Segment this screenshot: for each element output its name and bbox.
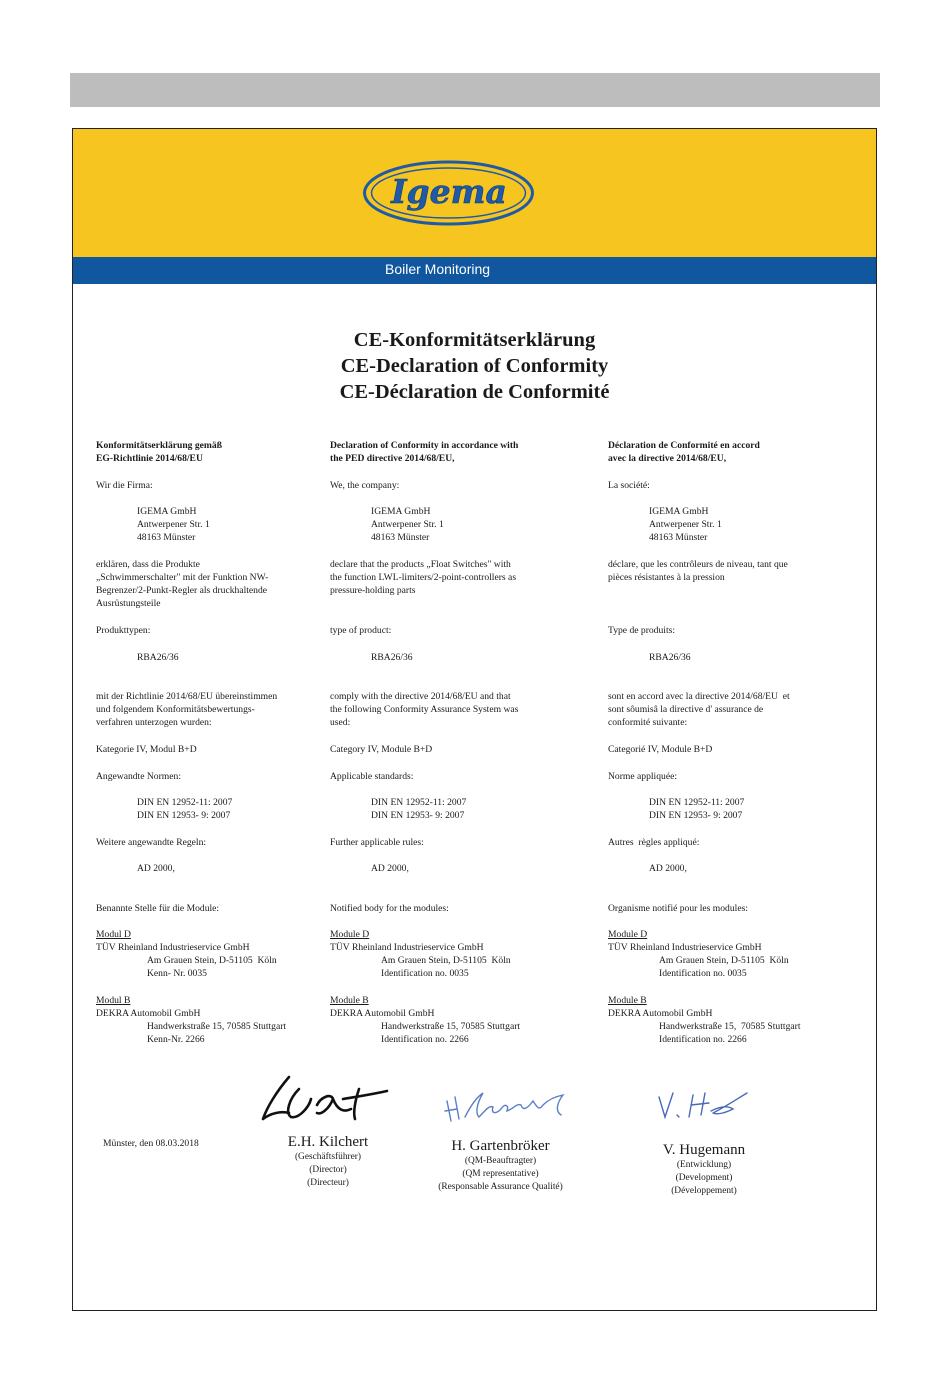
signer-role-de: (QM-Beauftragter) <box>464 1156 537 1166</box>
signature-gartenbroeker <box>443 1087 573 1127</box>
signer-2 <box>403 1137 598 1194</box>
declaration-titles <box>73 327 876 405</box>
compliance-text: conformité suivante: <box>608 717 688 728</box>
title-fr: CE-Déclaration de Conformité <box>339 381 610 403</box>
company-city: 48163 Münster <box>371 532 430 543</box>
column-heading: Konformitätserklärung gemäß <box>96 440 223 451</box>
signer-role-fr: (Responsable Assurance Qualité) <box>438 1182 563 1192</box>
igema-logo <box>361 159 536 227</box>
product-label: Type de produits: <box>608 625 676 636</box>
header-yellow-band <box>73 129 876 257</box>
module-b-id: Kenn-Nr. 2266 <box>147 1034 205 1045</box>
module-b-id: Identification no. 2266 <box>381 1034 469 1045</box>
compliance-text: comply with the directive 2014/68/EU and that <box>330 691 511 702</box>
category: Kategorie IV, Modul B+D <box>96 744 197 755</box>
standards-label: Angewandte Normen: <box>96 771 181 782</box>
standards-label: Applicable standards: <box>330 771 414 782</box>
rules-value: AD 2000, <box>371 863 409 874</box>
module-d-org: TÜV Rheinland Industrieservice GmbH <box>608 942 762 953</box>
top-gray-bar <box>70 73 880 107</box>
column-heading: Declaration of Conformity in accordance with <box>330 440 519 451</box>
compliance-text: used: <box>330 717 351 728</box>
compliance-text: the following Conformity Assurance System was <box>330 704 519 715</box>
company-street: Antwerpener Str. 1 <box>137 519 210 530</box>
column-heading: Déclaration de Conformité en accord <box>608 440 760 451</box>
company-city: 48163 Münster <box>137 532 196 543</box>
product-value: RBA26/36 <box>371 652 413 663</box>
company-intro: Wir die Firma: <box>96 480 153 491</box>
column-heading: the PED directive 2014/68/EU, <box>330 453 455 464</box>
module-b-address: Handwerkstraße 15, 70585 Stuttgart <box>659 1021 801 1032</box>
module-d-id: Identification no. 0035 <box>381 968 469 979</box>
module-b-address: Handwerkstraße 15, 70585 Stuttgart <box>147 1021 287 1032</box>
standard-item: DIN EN 12952-11: 2007 <box>649 797 745 808</box>
declaration-text: pièces résistantes à la pression <box>608 572 725 583</box>
module-b-title: Module B <box>330 995 369 1006</box>
rules-label: Further applicable rules: <box>330 837 424 848</box>
company-name: IGEMA GmbH <box>371 506 431 517</box>
declaration-text: déclare, que les contrôleurs de niveau, tant que <box>608 559 788 570</box>
declaration-page <box>72 128 877 1311</box>
module-b-org: DEKRA Automobil GmbH <box>608 1008 713 1019</box>
signature-hugemann <box>653 1087 753 1123</box>
standards-label: Norme appliquée: <box>608 771 677 782</box>
module-b-title: Module B <box>608 995 647 1006</box>
title-de: CE-Konformitätserklärung <box>353 329 596 351</box>
compliance-text: verfahren unterzogen wurden: <box>96 717 212 728</box>
declaration-text: the function LWL-limiters/2-point-controllers as <box>330 572 517 583</box>
module-d-address: Am Grauen Stein, D-51105 Köln <box>659 955 789 966</box>
band-label: Boiler Monitoring <box>385 261 491 277</box>
standard-item: DIN EN 12953- 9: 2007 <box>649 810 743 821</box>
compliance-text: sont en accord avec la directive 2014/68/EU et <box>608 691 790 702</box>
declaration-text: „Schwimmerschalter" mit der Funktion NW- <box>96 572 269 583</box>
module-b-address: Handwerkstraße 15, 70585 Stuttgart <box>381 1021 521 1032</box>
module-d-title: Module D <box>608 929 648 940</box>
signer-role-en: (QM representative) <box>462 1169 539 1179</box>
compliance-text: sont sôumisâ la directive d' assurance de <box>608 704 764 715</box>
signer-role-fr: (Développement) <box>671 1186 737 1196</box>
company-street: Antwerpener Str. 1 <box>371 519 444 530</box>
signer-role-en: (Development) <box>675 1173 733 1183</box>
logo-wordmark: Igema <box>391 172 507 211</box>
category: Category IV, Module B+D <box>330 744 433 755</box>
product-label: type of product: <box>330 625 392 636</box>
signer-name: V. Hugemann <box>662 1142 746 1158</box>
rules-label: Autres règles appliqué: <box>608 837 700 848</box>
column-heading: EG-Richtlinie 2014/68/EU <box>96 453 203 464</box>
company-street: Antwerpener Str. 1 <box>649 519 722 530</box>
rules-label: Weitere angewandte Regeln: <box>96 837 207 848</box>
standard-item: DIN EN 12953- 9: 2007 <box>137 810 231 821</box>
signer-role-de: (Entwicklung) <box>676 1160 732 1170</box>
compliance-text: und folgendem Konformitätsbewertungs- <box>96 704 255 715</box>
standard-item: DIN EN 12953- 9: 2007 <box>371 810 465 821</box>
notified-body-label: Notified body for the modules: <box>330 903 449 914</box>
module-d-address: Am Grauen Stein, D-51105 Köln <box>147 955 277 966</box>
signer-3 <box>619 1141 789 1198</box>
notified-body-label: Benannte Stelle für die Module: <box>96 903 220 914</box>
rules-value: AD 2000, <box>649 863 687 874</box>
title-en: CE-Declaration of Conformity <box>340 355 609 377</box>
module-b-id: Identification no. 2266 <box>659 1034 747 1045</box>
module-d-title: Modul D <box>96 929 131 940</box>
company-intro: La société: <box>608 480 650 491</box>
compliance-text: mit der Richtlinie 2014/68/EU übereinstimmen <box>96 691 278 702</box>
company-intro: We, the company: <box>330 480 400 491</box>
signer-name: H. Gartenbröker <box>451 1138 550 1154</box>
signer-role-fr: (Directeur) <box>307 1178 349 1188</box>
declaration-text: erklären, dass die Produkte <box>96 559 200 570</box>
place-date: Münster, den 08.03.2018 <box>103 1138 199 1149</box>
company-name: IGEMA GmbH <box>649 506 709 517</box>
product-label: Produkttypen: <box>96 625 151 636</box>
module-d-org: TÜV Rheinland Industrieservice GmbH <box>96 942 250 953</box>
module-d-id: Identification no. 0035 <box>659 968 747 979</box>
signer-role-en: (Director) <box>309 1165 347 1175</box>
module-d-id: Kenn- Nr. 0035 <box>147 968 207 979</box>
module-b-org: DEKRA Automobil GmbH <box>330 1008 435 1019</box>
product-value: RBA26/36 <box>137 652 179 663</box>
standard-item: DIN EN 12952-11: 2007 <box>371 797 467 808</box>
rules-value: AD 2000, <box>137 863 175 874</box>
company-city: 48163 Münster <box>649 532 708 543</box>
signer-name: E.H. Kilchert <box>287 1134 369 1150</box>
company-name: IGEMA GmbH <box>137 506 197 517</box>
module-d-org: TÜV Rheinland Industrieservice GmbH <box>330 942 484 953</box>
column-heading: avec la directive 2014/68/EU, <box>608 453 727 464</box>
notified-body-label: Organisme notifié pour les modules: <box>608 903 748 914</box>
module-d-address: Am Grauen Stein, D-51105 Köln <box>381 955 511 966</box>
signer-1 <box>243 1133 413 1190</box>
declaration-text: declare that the products „Float Switches" with <box>330 559 511 570</box>
declaration-text: Ausrüstungsteile <box>96 598 161 609</box>
standard-item: DIN EN 12952-11: 2007 <box>137 797 233 808</box>
category: Categorié IV, Module B+D <box>608 744 713 755</box>
module-b-title: Modul B <box>96 995 131 1006</box>
module-b-org: DEKRA Automobil GmbH <box>96 1008 201 1019</box>
signature-kilchert <box>259 1069 394 1127</box>
declaration-text: pressure-holding parts <box>330 585 416 596</box>
header-blue-band <box>73 257 876 284</box>
product-value: RBA26/36 <box>649 652 691 663</box>
module-d-title: Module D <box>330 929 370 940</box>
signer-role-de: (Geschäftsführer) <box>294 1152 362 1162</box>
declaration-text: Begrenzer/2-Punkt-Regler als druckhaltende <box>96 585 268 596</box>
